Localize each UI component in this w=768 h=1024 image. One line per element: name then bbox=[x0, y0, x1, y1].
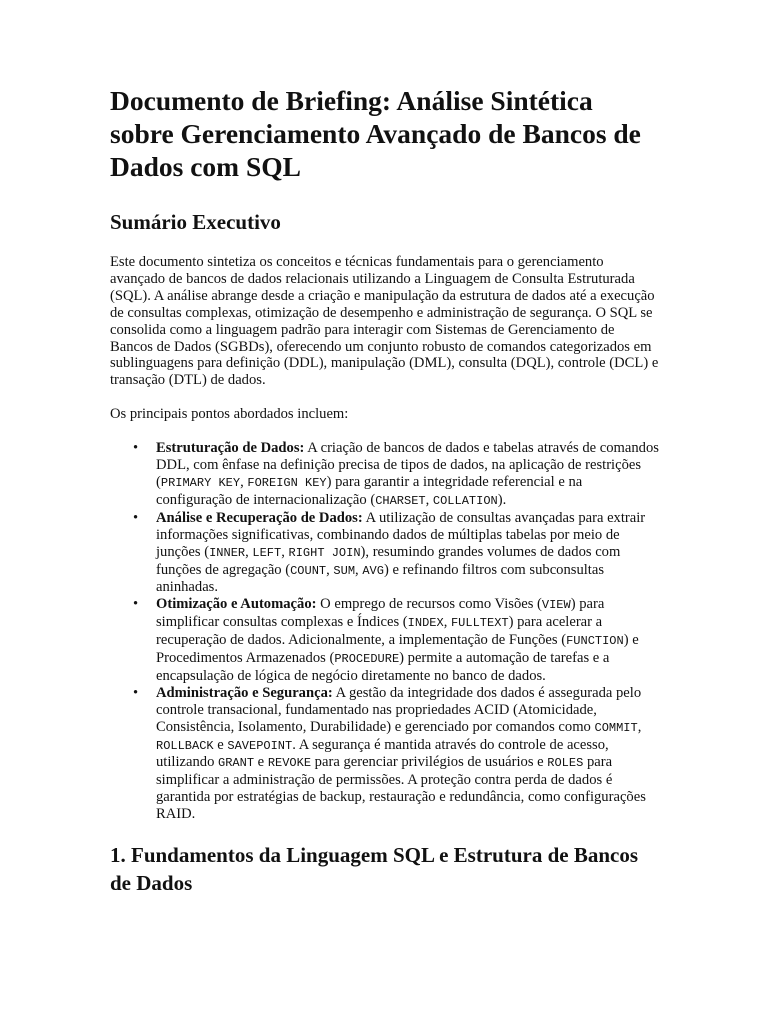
text-segment: , bbox=[240, 473, 248, 490]
inline-code: PROCEDURE bbox=[334, 652, 400, 667]
text-segment: , bbox=[326, 561, 334, 578]
inline-code: CHARSET bbox=[375, 493, 426, 508]
point-title: Otimização e Automação: bbox=[156, 596, 317, 613]
text-segment: ) para garantir a integridade referencial e na configuração de internacionalização ( bbox=[156, 473, 583, 508]
points-intro: Os principais pontos abordados incluem: bbox=[110, 406, 349, 423]
text-segment: , bbox=[443, 614, 451, 631]
text-segment: para gerenciar privilégios de usuários e bbox=[311, 754, 548, 771]
point-body bbox=[156, 685, 646, 822]
text-segment: ). bbox=[497, 491, 507, 508]
inline-code: RIGHT JOIN bbox=[288, 545, 361, 560]
text-segment: A gestão da integridade dos dados é assegurada pelo controle transacional, fundamentado nas propriedades ACID (Atomicidade, Consistência, Isolamento, Durabilidade) e gerenciado por comandos como bbox=[156, 684, 642, 735]
text-segment: ) permite a automação de tarefas e a encapsulação de lógica de negócio diretamente no banco de dados. bbox=[156, 650, 610, 684]
inline-code: ROLLBACK bbox=[156, 738, 214, 753]
inline-code: LEFT bbox=[252, 545, 282, 560]
inline-code: FUNCTION bbox=[566, 634, 624, 649]
executive-summary-heading: Sumário Executivo bbox=[110, 210, 281, 234]
inline-code: SAVEPOINT bbox=[227, 738, 293, 753]
text-segment: ) para simplificar consultas complexas e Índices ( bbox=[156, 596, 605, 631]
inline-code: ROLES bbox=[547, 756, 584, 771]
text-segment: O emprego de recursos como Visões ( bbox=[316, 596, 542, 613]
section-1-heading: 1. Fundamentos da Linguagem SQL e Estrutura de Bancos de Dados bbox=[110, 843, 638, 896]
point-title: Administração e Segurança: bbox=[156, 684, 333, 701]
list-item bbox=[156, 685, 660, 823]
text-segment: , bbox=[637, 718, 642, 735]
list-item bbox=[156, 596, 660, 685]
text-segment: ) e Procedimentos Armazenados ( bbox=[156, 632, 639, 667]
text-segment: , bbox=[425, 491, 433, 508]
text-segment: e bbox=[213, 736, 228, 753]
intro-paragraph: Este documento sintetiza os conceitos e técnicas fundamentais para o gerenciamento avançado de bancos de dados relacionais utilizando a Linguagem de Consulta Estruturada (SQL). A análise abrange desde a criação e manipulação da estrutura de dados até a execução de consultas complexas, otimização de desempenho e administração de segurança. O SQL se consolida como a linguagem padrão para interagir com Sistemas de Gerenciamento de Bancos de Dados (SGBDs), oferecendo um conjunto robusto de comandos categorizados em sublinguagens para definição (DDL), manipulação (DML), consulta (DQL), controle (DCL) e transação (DTL) de dados. bbox=[110, 254, 659, 389]
inline-code: PRIMARY KEY bbox=[160, 475, 241, 490]
list-item bbox=[156, 440, 660, 510]
inline-code: VIEW bbox=[541, 598, 571, 613]
list-item bbox=[156, 510, 660, 597]
inline-code: FOREIGN KEY bbox=[247, 475, 327, 490]
text-segment: ) e refinando filtros com subconsultas aninhadas. bbox=[156, 561, 605, 596]
text-segment: ), resumindo grandes volumes de dados com funções de agregação ( bbox=[156, 543, 621, 578]
inline-code: COUNT bbox=[290, 563, 327, 578]
text-segment: e bbox=[254, 754, 268, 771]
document-title: Documento de Briefing: Análise Sintética sobre Gerenciamento Avançado de Bancos de Dados com SQL bbox=[110, 85, 641, 182]
inline-code: FULLTEXT bbox=[450, 616, 509, 631]
text-segment: , bbox=[281, 543, 289, 560]
text-segment: A utilização de consultas avançadas para extrair informações significativas, combinando dados de múltiplas tabelas por meio de junções ( bbox=[156, 509, 646, 560]
text-segment: . A segurança é mantida através do controle de acesso, utilizando bbox=[156, 736, 609, 771]
inline-code: REVOKE bbox=[267, 756, 312, 771]
inline-code: INDEX bbox=[407, 616, 444, 631]
inline-code: INNER bbox=[209, 545, 246, 560]
key-points-list bbox=[110, 440, 660, 823]
text-segment: , bbox=[245, 543, 253, 560]
inline-code: COLLATION bbox=[432, 493, 498, 508]
inline-code: COMMIT bbox=[594, 720, 638, 735]
point-title: Análise e Recuperação de Dados: bbox=[156, 509, 363, 526]
text-segment: A criação de bancos de dados e tabelas através de comandos DDL, com ênfase na definição precisa de tipos de dados, na aplicação de restrições ( bbox=[156, 440, 659, 490]
inline-code: AVG bbox=[362, 563, 384, 578]
text-segment: para simplificar a administração de permissões. A proteção contra perda de dados é garantida por estratégias de backup, restauração e redundância, como configurações RAID. bbox=[156, 754, 646, 823]
text-segment: ) para acelerar a recuperação de dados. Adicionalmente, a implementação de Funções ( bbox=[156, 614, 603, 649]
inline-code: SUM bbox=[333, 563, 356, 578]
point-title: Estruturação de Dados: bbox=[156, 440, 305, 457]
document-page bbox=[110, 84, 660, 897]
inline-code: GRANT bbox=[218, 756, 255, 771]
text-segment: , bbox=[355, 561, 363, 578]
